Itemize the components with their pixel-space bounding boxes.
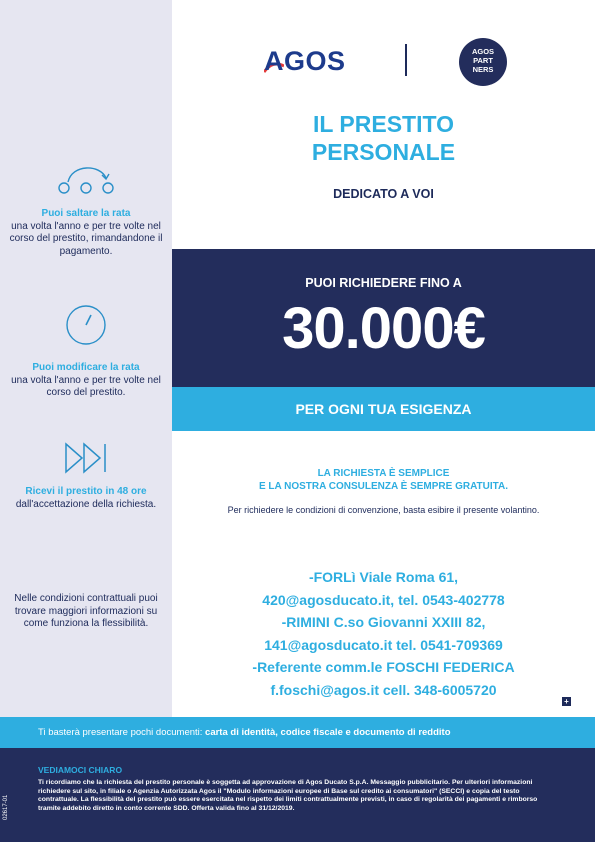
page-title-line2: PERSONALE <box>311 139 456 165</box>
documents-bar <box>0 717 595 748</box>
partners-line3: NERS <box>472 65 494 74</box>
contact-line1: -FORLì Viale Roma 61, <box>308 569 459 585</box>
offer-amount: 30.000€ <box>282 296 485 361</box>
info-small: Per richiedere le condizioni di convenzione, basta esibire il presente volantino. <box>227 505 540 515</box>
partners-line1: AGOS <box>471 47 495 56</box>
info-line2: E LA NOSTRA CONSULENZA È SEMPRE GRATUITA. <box>258 480 509 492</box>
documents-list: carta di identità, codice fiscale e documento di reddito <box>205 727 451 738</box>
contact-line2: 420@agosducato.it, tel. 0543-402778 <box>262 591 505 608</box>
gauge-icon <box>0 303 172 347</box>
contract-note <box>6 593 166 631</box>
legal-title: VEDIAMOCI CHIARO <box>38 765 123 775</box>
sidebar <box>0 0 172 717</box>
agos-logo: AGOS <box>264 46 346 76</box>
contact-line6: f.foschi@agos.it cell. 348-6005720 <box>270 681 497 698</box>
agos-partners-logo <box>459 38 507 86</box>
document-code: 02617-01 <box>3 794 9 820</box>
logo-divider <box>405 44 407 76</box>
skip-payment-icon <box>0 160 172 198</box>
contract-note-text: Nelle condizioni contrattuali puoi trovare maggiori informazioni su come funziona la flessibilità. <box>14 593 158 629</box>
partners-line2: PART <box>473 56 493 65</box>
legal-body: Ti ricordiamo che la richiesta del prestito personale è soggetta ad approvazione di Agos Ducato S.p.A. Messaggio pubblicitario. Per ulteriori informazioni richiedere sul sito, in filiale o Agenzia Autorizzata Agos il "Modulo informazioni europee di Base sul credito ai consumatori" (SECCI) e copia del testo contrattuale. La flessibilità del prestito può essere esercitata nel rispetto dei limiti contrattualmente previsti, in caso di regolarità dei pagamenti e rimborso tramite addebito diretto in conto corrente SDD. Offerta valida fino al 31/12/2019. <box>38 779 538 812</box>
feature-skip-payment <box>6 208 166 258</box>
logo-row <box>172 38 595 88</box>
feature-modify-highlight: Puoi modificare la rata <box>32 362 140 373</box>
page-title-line1: IL PRESTITO <box>312 111 454 137</box>
feature-48h-highlight: Ricevi il prestito in 48 ore <box>25 486 147 497</box>
offer-small-text: PUOI RICHIEDERE FINO A <box>305 276 462 290</box>
info-highlight <box>172 468 595 493</box>
contact-block <box>172 566 595 701</box>
feature-48h-text: dall'accettazione della richiesta. <box>15 498 157 510</box>
contact-line5: -Referente comm.le FOSCHI FEDERICA <box>252 659 515 675</box>
legal-footer <box>0 748 595 842</box>
feature-skip-highlight: Puoi saltare la rata <box>41 208 131 219</box>
feature-skip-text: una volta l'anno e per tre volte nel corso del prestito, rimandandone il pagamento. <box>9 220 163 257</box>
contact-line4: 141@agosducato.it tel. 0541-709369 <box>264 636 503 653</box>
page-subtitle: DEDICATO A VOI <box>333 187 434 201</box>
contact-line3: -RIMINI C.so Giovanni XXIII 82, <box>281 614 486 630</box>
plus-icon: + <box>562 697 571 706</box>
feature-modify-text: una volta l'anno e per tre volte nel corso del prestito. <box>11 374 161 398</box>
feature-modify-payment <box>6 362 166 400</box>
info-line1: LA RICHIESTA È SEMPLICE <box>317 468 450 479</box>
fast-forward-icon <box>0 440 172 476</box>
feature-48h <box>6 486 166 511</box>
offer-tagline: PER OGNI TUA ESIGENZA <box>172 387 595 431</box>
documents-prefix: Ti basterà presentare pochi documenti: <box>38 727 203 738</box>
offer-band <box>172 249 595 387</box>
